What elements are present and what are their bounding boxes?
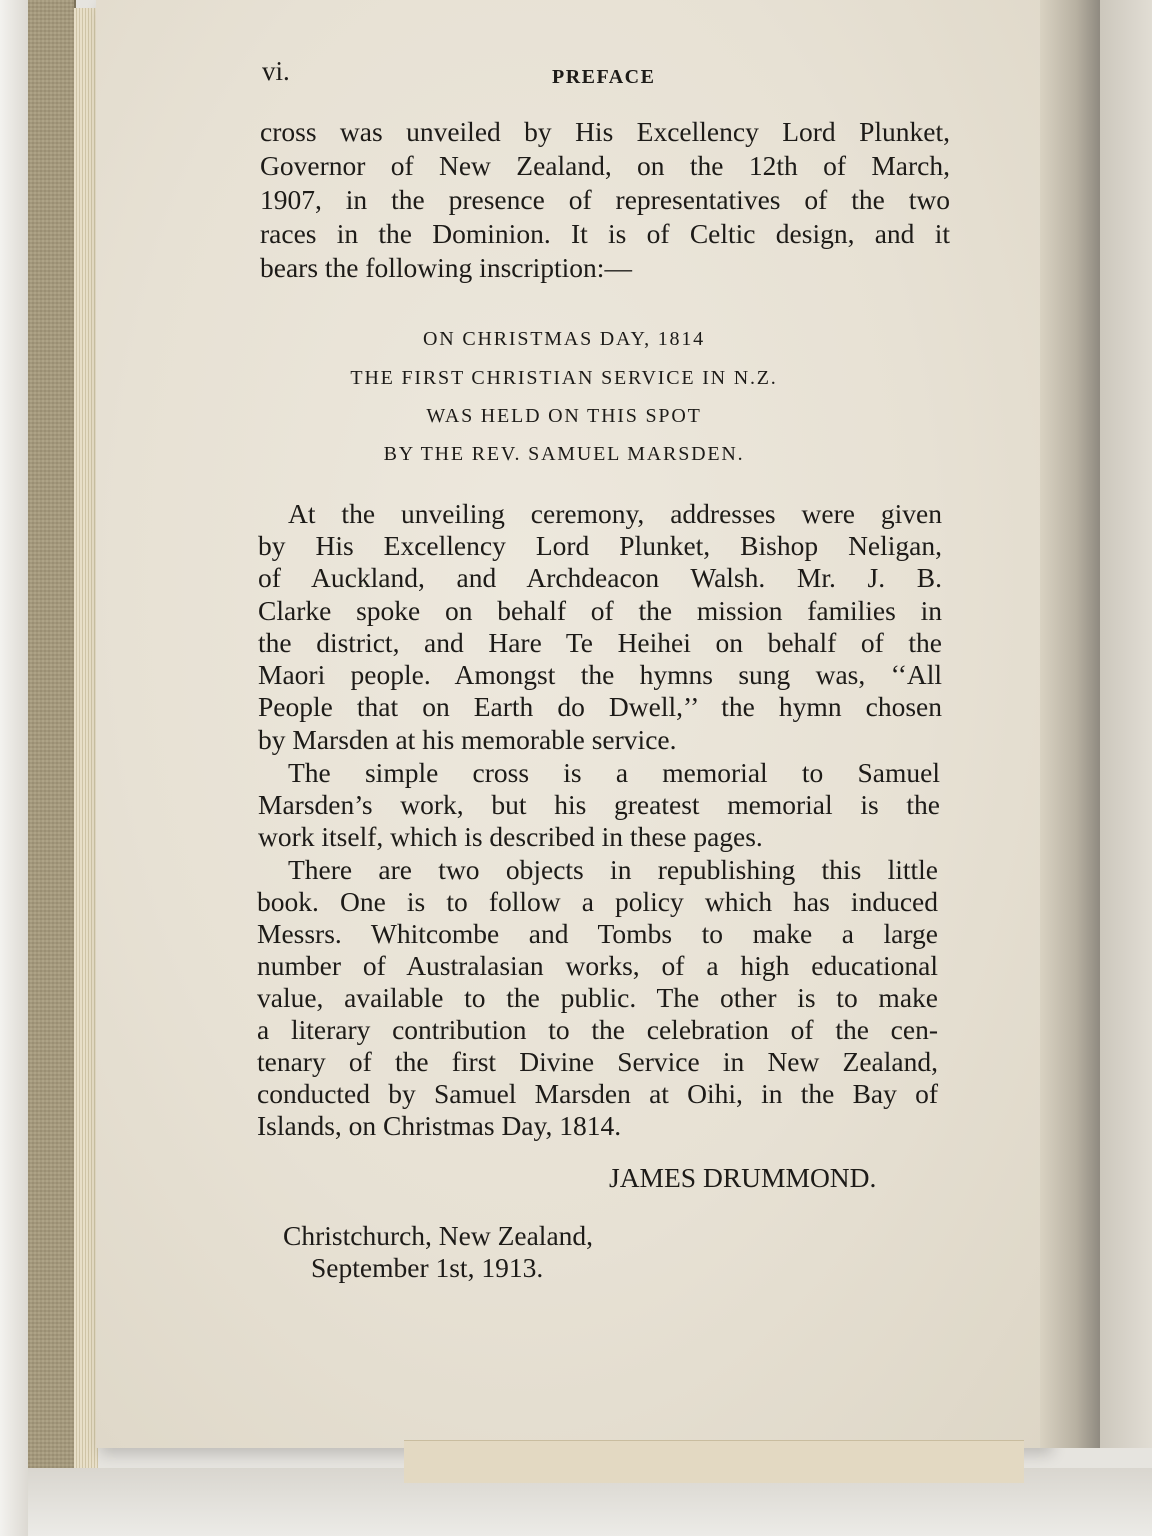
para2-line: by Marsden at his memorable service.	[258, 724, 677, 755]
para2-line: of Auckland, and Archdeacon Walsh. Mr. J. B.	[258, 562, 942, 593]
para1-line: bears the following inscription:—	[260, 252, 632, 283]
para4-line: a literary contribution to the celebration of the cen-	[257, 1014, 938, 1045]
para2-line: Clarke spoke on behalf of the mission families in	[258, 595, 942, 626]
book-cover-cloth	[28, 0, 76, 1500]
para4-line: There are two objects in republishing this little	[288, 854, 938, 885]
para2-line: People that on Earth do Dwell,’’ the hymn chosen	[258, 691, 942, 722]
para4-line: conducted by Samuel Marsden at Oihi, in the Bay of	[257, 1078, 938, 1109]
para3-line: Marsden’s work, but his greatest memorial is the	[258, 789, 940, 820]
para2-line: by His Excellency Lord Plunket, Bishop Neligan,	[258, 530, 942, 561]
page-number: vi.	[262, 56, 290, 86]
inscription-line: BY THE REV. SAMUEL MARSDEN.	[383, 443, 745, 465]
running-head: PREFACE	[552, 66, 656, 88]
para2-line: Maori people. Amongst the hymns sung was, ‘‘All	[258, 659, 942, 690]
para4-line: tenary of the first Divine Service in New Zealand,	[257, 1046, 938, 1077]
para2-line: At the unveiling ceremony, addresses were given	[288, 498, 942, 529]
para4-line: Messrs. Whitcombe and Tombs to make a large	[257, 918, 938, 949]
para4-line: book. One is to follow a policy which has induced	[257, 886, 938, 917]
facing-page-edge	[1100, 0, 1152, 1448]
inscription-line: WAS HELD ON THIS SPOT	[426, 405, 702, 427]
para4-line: Islands, on Christmas Day, 1814.	[257, 1110, 622, 1141]
dateline-date: September 1st, 1913.	[311, 1252, 544, 1283]
para4-line: value, available to the public. The other is to make	[257, 982, 938, 1013]
para2-line: the district, and Hare Te Heihei on behalf of the	[258, 627, 942, 658]
inscription-line: ON CHRISTMAS DAY, 1814	[423, 328, 705, 350]
page-stack-edge	[74, 8, 98, 1468]
para3-line: work itself, which is described in these pages.	[258, 821, 763, 852]
para1-line: cross was unveiled by His Excellency Lord Plunket,	[260, 116, 950, 147]
dateline-place: Christchurch, New Zealand,	[283, 1220, 594, 1251]
desk-surface	[0, 0, 28, 1536]
para1-line: 1907, in the presence of representatives of the two	[260, 184, 950, 215]
inscription-line: THE FIRST CHRISTIAN SERVICE IN N.Z.	[350, 367, 778, 389]
bookmark-strip	[404, 1440, 1024, 1483]
author-signature: JAMES DRUMMOND.	[609, 1162, 877, 1193]
para4-line: number of Australasian works, of a high educational	[257, 950, 938, 981]
para1-line: Governor of New Zealand, on the 12th of March,	[260, 150, 950, 181]
book-gutter	[1040, 0, 1100, 1448]
para1-line: races in the Dominion. It is of Celtic design, and it	[260, 218, 950, 249]
para3-line: The simple cross is a memorial to Samuel	[288, 757, 940, 788]
